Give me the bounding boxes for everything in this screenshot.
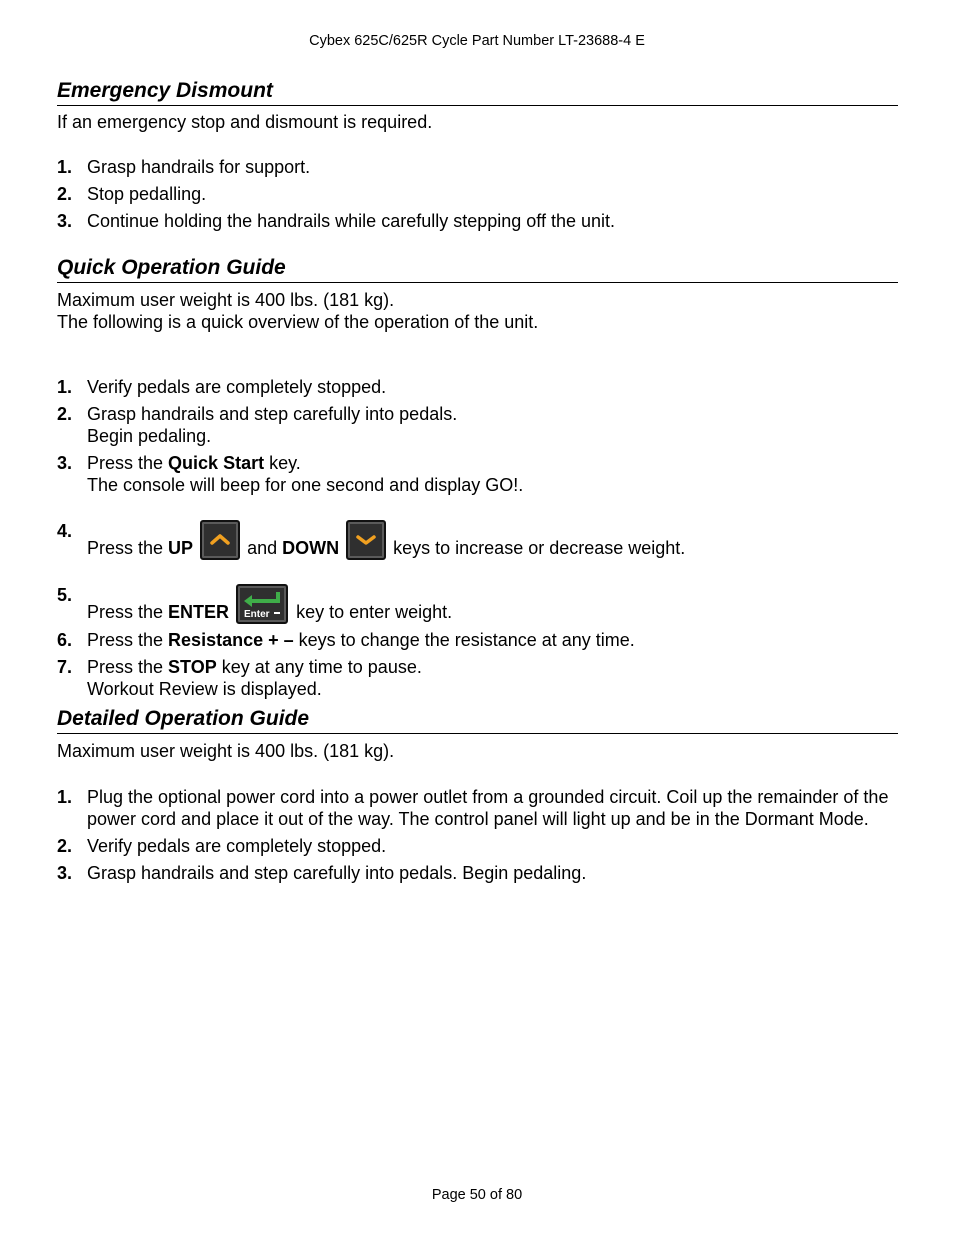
list-item: 3. Continue holding the handrails while carefully stepping off the unit. (57, 211, 616, 231)
list-item: 2. Verify pedals are completely stopped. (57, 836, 387, 856)
down-key-icon (346, 520, 386, 560)
list-item: 1. Plug the optional power cord into a power outlet from a grounded circuit. Coil up the remainder of the power cord and place it out of the way. The control panel will light up and be in the Dormant Mode. (57, 787, 889, 829)
list-item: 6. Press the Resistance + – keys to change the resistance at any time. (57, 630, 635, 650)
page-header: Cybex 625C/625R Cycle Part Number LT-23688-4 E (309, 33, 645, 49)
up-key-icon (200, 520, 240, 560)
list-item: 4. Press the UP and DOWN keys to increase or decrease weight. (57, 521, 686, 558)
list-item: 2. Grasp handrails and step carefully into pedals. Begin pedaling. (57, 404, 458, 446)
emergency-dismount-section (57, 78, 898, 237)
list-item: 2. Stop pedalling. (57, 184, 207, 204)
emergency-dismount-title: Emergency Dismount (57, 78, 898, 106)
list-item: 1. Verify pedals are completely stopped. (57, 377, 387, 397)
list-item: 5. Press the ENTER Enter key to enter weight. (57, 585, 453, 622)
detailed-operation-intro: Maximum user weight is 400 lbs. (181 kg). (57, 741, 395, 761)
list-item: 3. Grasp handrails and step carefully into pedals. Begin pedaling. (57, 863, 587, 883)
enter-key-icon (236, 584, 288, 624)
detailed-operation-section (57, 706, 898, 889)
emergency-dismount-intro: If an emergency stop and dismount is required. (57, 112, 433, 132)
quick-operation-intro: Maximum user weight is 400 lbs. (181 kg). The following is a quick overview of the operation of the unit. (57, 290, 539, 332)
list-item: 3. Press the Quick Start key. The console will beep for one second and display GO!. (57, 453, 524, 495)
svg-text:Enter: Enter (244, 609, 270, 620)
page-footer: Page 50 of 80 (431, 1187, 523, 1203)
detailed-steps-list (57, 786, 898, 884)
quick-operation-title: Quick Operation Guide (57, 255, 898, 283)
list-item: 1. Grasp handrails for support. (57, 157, 311, 177)
list-item: 7. Press the STOP key at any time to pause. Workout Review is displayed. (57, 657, 422, 699)
emergency-steps-list (57, 156, 898, 232)
quick-steps-list (57, 376, 898, 700)
detailed-operation-title: Detailed Operation Guide (57, 706, 898, 734)
quick-operation-section (57, 255, 898, 705)
